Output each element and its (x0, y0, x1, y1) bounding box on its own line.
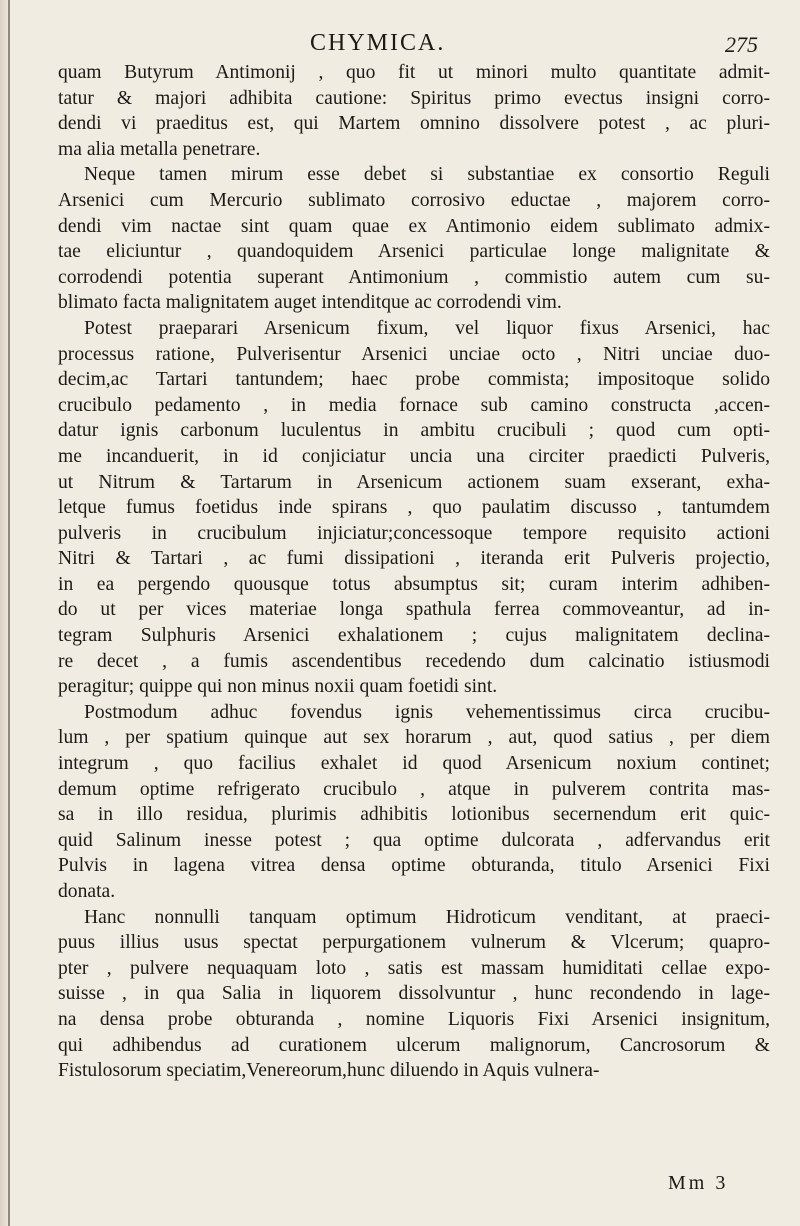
text-line: integrum , quo facilius exhalet id quod Arsenicum noxium continet; (58, 753, 770, 775)
text-line: donata. (58, 881, 116, 902)
text-line: Nitri & Tartari , ac fumi dissipationi , iteranda erit Pulveris projectio, (58, 548, 770, 570)
page-number: 275 (725, 32, 758, 57)
text-line: Hanc nonnulli tanquam optimum Hidroticum venditant, at praeci- (84, 906, 770, 928)
text-line: in ea pergendo quousque totus absumptus sit; curam interim adhiben- (58, 573, 770, 595)
text-line: Postmodum adhuc fovendus ignis vehementissimus circa crucibu- (84, 701, 770, 723)
text-line: datur ignis carbonum luculentus in ambitu crucibuli ; quod cum opti- (58, 420, 770, 442)
text-line: ma alia metalla penetrare. (58, 138, 261, 160)
text-line: ut Nitrum & Tartarum in Arsenicum actionem suam exserant, exha- (58, 471, 770, 493)
text-line: Fistulosorum speciatim,Venereorum,hunc diluendo in Aquis vulnera- (58, 1060, 600, 1082)
text-line: tegram Sulphuris Arsenici exhalationem ; cujus malignitatem declina- (58, 625, 770, 647)
text-line: blimato facta malignitatem auget intenditque ac corrodendi vim. (58, 292, 562, 314)
text-line: Pulvis in lagena vitrea densa optime obturanda, titulo Arsenici Fixi (58, 855, 770, 877)
text-line: pter , pulvere nequaquam loto , satis est massam humiditati cellae expo- (58, 957, 770, 979)
text-line: dendi vi praeditus est, qui Martem omnino dissolvere potest , ac pluri- (58, 113, 770, 135)
text-line: crucibulo pedamento , in media fornace sub camino constructa ,accen- (58, 394, 770, 416)
text-line: quam Butyrum Antimonij , quo fit ut minori multo quantitate admit- (58, 62, 770, 83)
text-line: Neque tamen mirum esse debet si substantiae ex consortio Reguli (84, 164, 770, 186)
text-line: Arsenici cum Mercurio sublimato corrosivo eductae , majorem corro- (58, 189, 770, 211)
text-line: demum optime refrigerato crucibulo , atque in pulverem contrita mas- (58, 778, 770, 800)
text-line: letque fumus foetidus inde spirans , quo paulatim discusso , tantumdem (58, 497, 770, 519)
text-line: pulveris in crucibulum injiciatur;concessoque tempore requisito actioni (58, 522, 770, 544)
page-header (60, 22, 764, 62)
text-line: re decet , a fumis ascendentibus recedendo dum calcinatio istiusmodi (58, 650, 770, 672)
page-edge-line (8, 0, 10, 1226)
paragraph (58, 60, 770, 162)
text-line: quid Salinum inesse potest ; qua optime dulcorata , adfervandus erit (58, 829, 770, 851)
page-gutter (0, 0, 8, 1226)
text-line: corrodendi potentia superant Antimonium , commistio autem cum su- (58, 266, 770, 288)
paragraph (58, 905, 770, 1084)
text-line: Potest praeparari Arsenicum fixum, vel liquor fixus Arsenici, hac (84, 317, 770, 339)
signature-mark: Mm 3 (668, 1172, 729, 1194)
text-line: na densa probe obturanda , nomine Liquoris Fixi Arsenici insignitum, (58, 1008, 770, 1030)
text-line: decim,ac Tartari tantundem; haec probe commista; impositoque solido (58, 369, 770, 391)
paragraph (58, 700, 770, 905)
text-line: qui adhibendus ad curationem ulcerum malignorum, Cancrosorum & (58, 1034, 770, 1056)
text-line: me incanduerit, in id conjiciatur uncia una circiter praedicti Pulveris, (58, 445, 770, 467)
text-line: peragitur; quippe qui non minus noxii quam foetidi sint. (58, 676, 498, 698)
paragraph (58, 316, 770, 700)
running-head: CHYMICA. (310, 30, 446, 56)
text-line: processus ratione, Pulverisentur Arsenici unciae octo , Nitri unciae duo- (58, 343, 770, 365)
text-line: sa in illo residua, plurimis adhibitis lotionibus secernendum erit quic- (58, 804, 770, 826)
text-line: tatur & majori adhibita cautione: Spiritus primo evectus insigni corro- (58, 87, 770, 109)
text-line: tae eliciuntur , quandoquidem Arsenici particulae longe malignitate & (58, 241, 770, 263)
text-line: lum , per spatium quinque aut sex horarum , aut, quod satius , per diem (58, 727, 770, 749)
text-line: do ut per vices materiae longa spathula ferrea commoveantur, ad in- (58, 599, 770, 621)
text-line: dendi vim nactae sint quam quae ex Antimonio eidem sublimato admix- (58, 215, 770, 237)
body-text (58, 60, 770, 1084)
text-line: puus illius usus spectat perpurgationem vulnerum & Vlcerum; quapro- (58, 932, 770, 954)
text-line: suisse , in qua Salia in liquorem dissolvuntur , hunc recondendo in lage- (58, 983, 770, 1005)
paragraph (58, 162, 770, 316)
